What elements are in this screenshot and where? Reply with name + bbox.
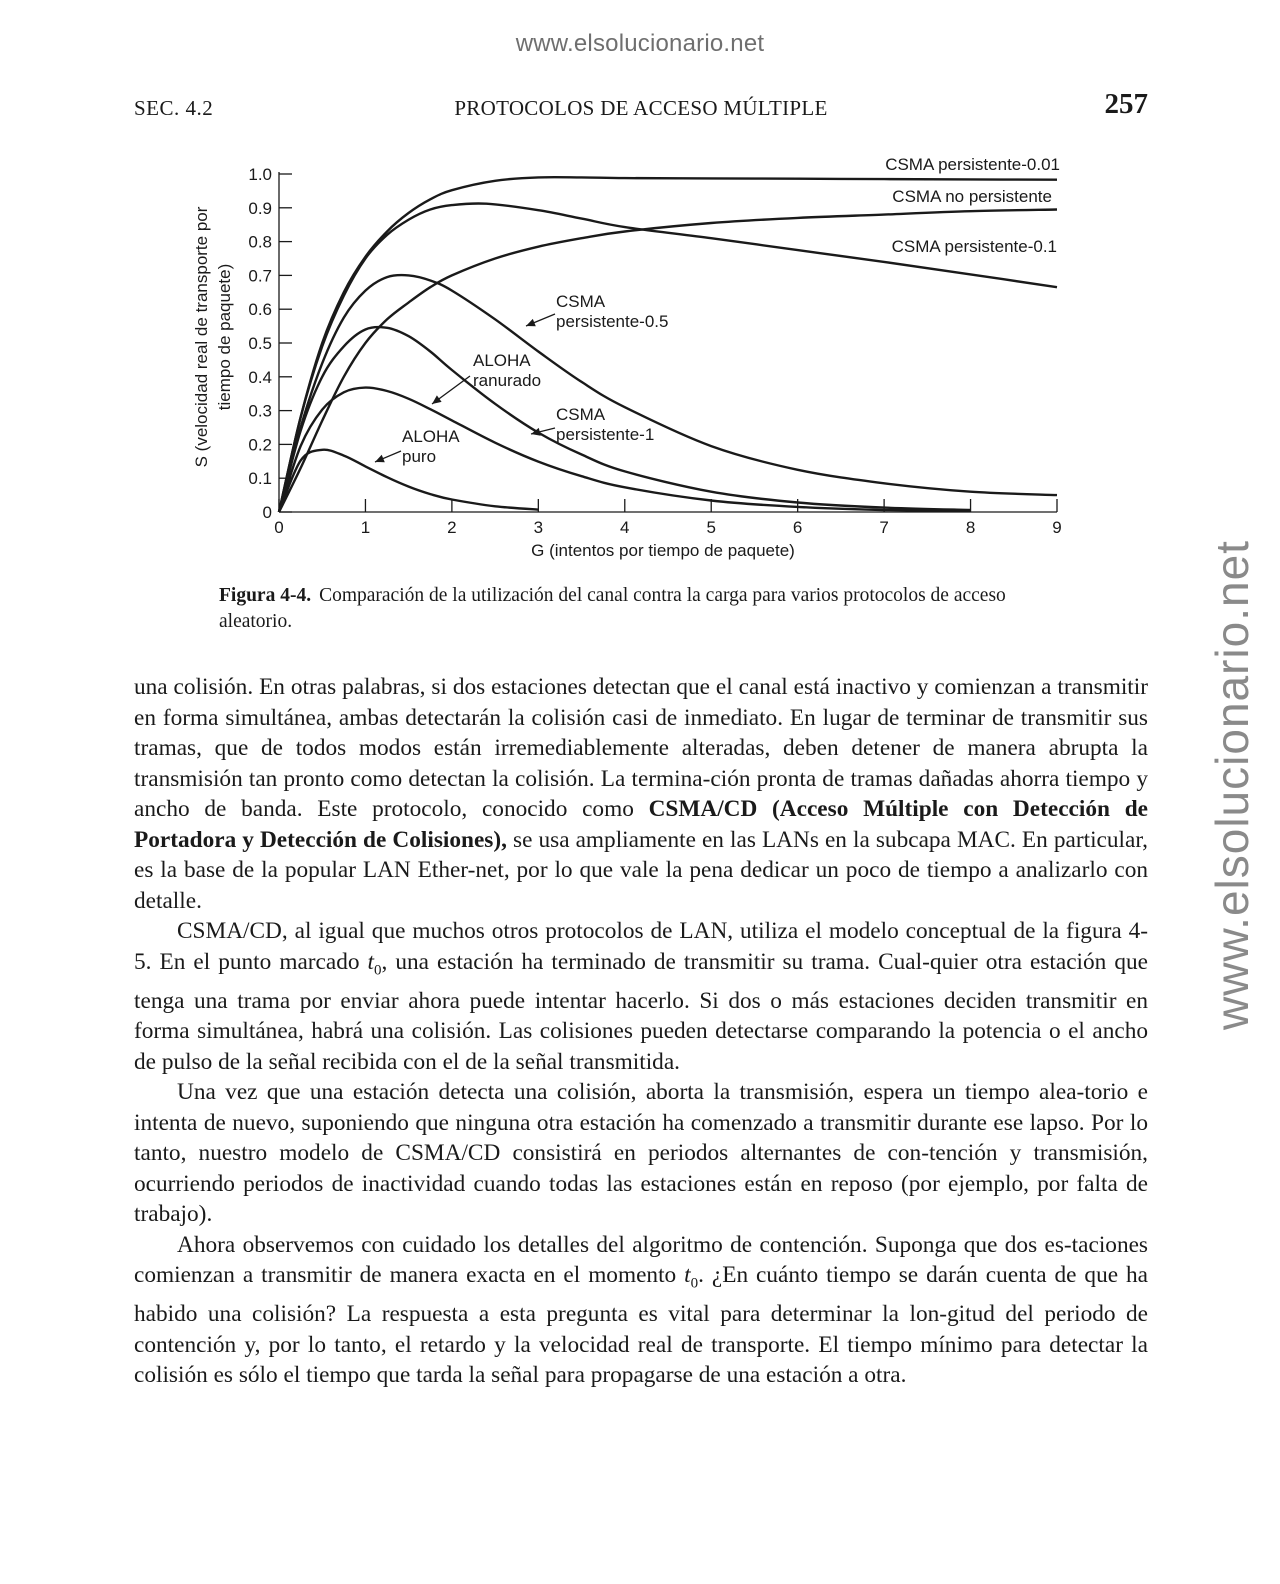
p1-text-a: una colisión. En otras palabras, si dos estaciones detectan que el canal está inactivo y comienzan a transmitir en forma simultánea, ambas detectarán la colisión casi de inmediato. En lugar de terminar de transmitir sus tramas, que de todos modos están irremediablemente alteradas, deben detener de manera abrupta la transmisión tan pronto como detectan la colisión. La termina-ción pronta de tramas dañadas ahorra tiempo y ancho de banda. Este protocolo, conocido como — [134, 674, 1148, 822]
x-tick-label: 1 — [360, 518, 371, 537]
series-line-6 — [279, 327, 971, 512]
x-tick-label: 7 — [879, 518, 889, 537]
p1-text-b: se usa ampliamente en las LANs en la subcapa MAC. En particular, es la base de la popular LAN Ether-net, por lo que vale la pena dedicar un poco de tiempo a analizarlo con detalle. — [134, 826, 1148, 914]
y-axis-label-line2: tiempo de paquete) — [215, 263, 234, 411]
series-label-7: ALOHA — [402, 427, 460, 446]
series-label-6: CSMA — [556, 405, 606, 424]
p4-text-a: Ahora observemos con cuidado los detalles del algoritmo de contención. Suponga que dos es-taciones comienzan a transmitir de manera exacta en el momento — [134, 1231, 1148, 1289]
p2-text-a: CSMA/CD, al igual que muchos otros protocolos de LAN, utiliza el modelo conceptual de la figura 4-5. En el punto marcado — [134, 918, 1148, 975]
section-number: SEC. 4.2 — [134, 96, 214, 120]
chart-lines — [279, 177, 1057, 512]
series-label-5: ALOHA — [473, 351, 531, 370]
paragraph-4 — [134, 1230, 1148, 1391]
chart-ticks — [248, 165, 1061, 537]
x-tick-label: 5 — [706, 518, 716, 537]
series-pointer-head-5 — [432, 395, 442, 404]
x-axis-label: G (intentos por tiempo de paquete) — [531, 541, 795, 560]
watermark-top: www.elsolucionario.net — [515, 30, 765, 57]
y-tick-label: 0.1 — [248, 469, 272, 489]
series-label-1: CSMA persistente-0.01 — [885, 155, 1060, 174]
y-tick-label: 0.2 — [248, 435, 272, 455]
x-tick-label: 2 — [447, 518, 457, 537]
t0-variable: $t_0$ — [367, 948, 382, 979]
x-tick-label: 4 — [620, 518, 630, 537]
throughput-chart — [0, 0, 1280, 575]
t0-variable-2: $t_0$ — [684, 1262, 699, 1292]
figure-caption — [219, 583, 1069, 635]
x-tick-label: 9 — [1052, 518, 1062, 537]
series-label-5: ranurado — [473, 371, 542, 390]
body-text — [134, 672, 1148, 1391]
p2-text-b: , una estación ha terminado de transmitir su trama. Cual-quier otra estación que tenga una trama por enviar ahora puede intentar hacerlo. Si dos o más estaciones deciden transmitir en forma simultánea, habrá una colisión. Las colisiones pueden detectarse comparando la potencia o el ancho de pulso de la señal recibida con el de la señal transmitida. — [134, 948, 1148, 1075]
chapter-title: PROTOCOLOS DE ACCESO MÚLTIPLE — [454, 96, 828, 120]
series-label-2: CSMA no persistente — [892, 187, 1052, 206]
p1-bold-term: CSMA/CD (Acceso Múltiple con Detección de Portadora y Detección de Colisiones), — [134, 796, 1148, 853]
paragraph-3: Una vez que una estación detecta una colisión, aborta la transmisión, espera un tiempo alea-torio e intenta de nuevo, suponiendo que ninguna otra estación ha comenzado a transmitir durante ese lapso. Por lo tanto, nuestro modelo de CSMA/CD consistirá en periodos alternantes de con-tención y transmisión, ocurriendo periodos de inactividad cuando todas las estaciones están en reposo (por ejemplo, por falta de trabajo). — [134, 1079, 1148, 1228]
paragraph-2 — [134, 916, 1148, 1077]
x-tick-label: 3 — [533, 518, 544, 537]
series-label-3: CSMA persistente-0.1 — [891, 237, 1057, 256]
series-label-4: CSMA — [556, 292, 606, 311]
watermark-side: www.elsolucionario.net — [1206, 540, 1258, 1030]
caption-text: Comparación de la utilización del canal contra la carga para varios protocolos de acceso aleatorio. — [219, 585, 1006, 632]
y-axis-label-line1: S (velocidad real de transporte por — [192, 206, 211, 468]
page-number: 257 — [1104, 88, 1148, 120]
x-tick-label: 0 — [274, 518, 284, 537]
paragraph-1 — [134, 672, 1148, 916]
series-label-6: persistente-1 — [556, 425, 655, 444]
y-tick-label: 0.8 — [248, 232, 272, 252]
x-tick-label: 6 — [792, 518, 803, 537]
y-tick-label: 0.4 — [248, 367, 272, 387]
y-tick-label: 0.9 — [248, 198, 272, 218]
y-tick-label: 0.5 — [248, 334, 272, 353]
chart-labels — [375, 155, 1060, 466]
y-tick-label: 1.0 — [248, 165, 272, 184]
series-label-7: puro — [402, 447, 437, 466]
x-tick-label: 8 — [965, 518, 976, 537]
y-tick-label: 0.6 — [248, 300, 272, 320]
y-tick-label: 0.3 — [248, 401, 272, 421]
p4-text-b: . ¿En cuánto tiempo se darán cuenta de que ha habido una colisión? La respuesta a esta pregunta es vital para determinar la lon-gitud del periodo de contención y, por lo tanto, el retardo y la velocidad real de transporte. El tiempo mínimo para detectar la colisión es sólo el tiempo que tarda la señal para propagarse de una estación a otra. — [134, 1262, 1149, 1389]
y-tick-label: 0.7 — [248, 266, 272, 286]
caption-label: Figura 4-4. — [219, 585, 312, 606]
y-tick-label: 0 — [262, 503, 272, 522]
series-label-4: persistente-0.5 — [556, 312, 669, 331]
